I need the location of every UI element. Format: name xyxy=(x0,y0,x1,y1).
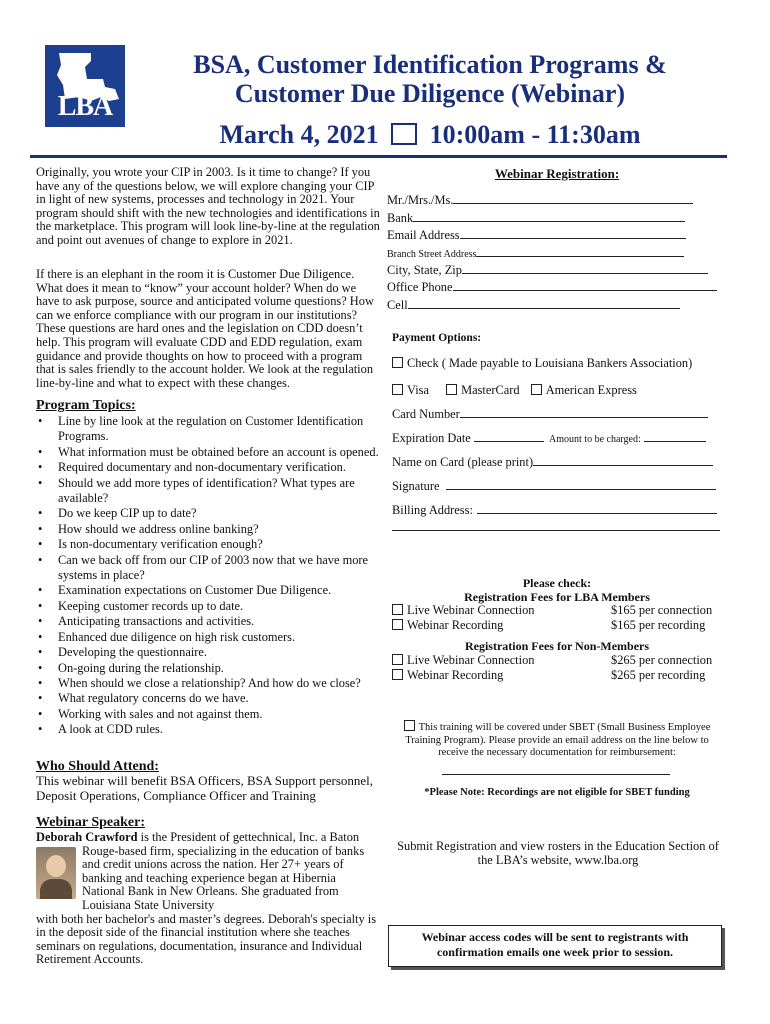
sbet-section xyxy=(390,720,724,760)
registration-field[interactable] xyxy=(387,209,717,227)
name-on-card-field[interactable] xyxy=(392,453,722,471)
billing-address-line-2[interactable] xyxy=(392,530,720,531)
nonmember-live-price: $265 per connection xyxy=(611,653,713,667)
speaker-bio-line-3: with both her bachelor's and master’s degrees. Deborah's specialty is in the deposit side of the financial institution where she teaches seminars on regulations, documentation, insurance and Individual Retirement Accounts. xyxy=(36,911,377,967)
page-title: BSA, Customer Identification Programs & Customer Due Diligence (Webinar) xyxy=(193,50,667,108)
amex-checkbox[interactable] xyxy=(531,384,542,395)
billing-address-field[interactable] xyxy=(392,501,722,519)
speaker-name: Deborah Crawford xyxy=(36,830,138,844)
logo-text: LBA xyxy=(57,91,113,122)
submit-registration-text: Submit Registration and view rosters in the Education Section of the LBA’s website, www.lba.org xyxy=(397,839,719,867)
mastercard-checkbox[interactable] xyxy=(446,384,457,395)
lba-logo xyxy=(45,45,125,127)
topic-item: • Do we keep CIP up to date? xyxy=(36,506,380,521)
amex-option[interactable] xyxy=(531,383,637,397)
registration-field[interactable] xyxy=(387,226,717,244)
registration-field[interactable] xyxy=(387,244,717,261)
registration-field[interactable] xyxy=(387,296,717,314)
topic-item: • How should we address online banking? xyxy=(36,522,380,537)
member-live-option[interactable] xyxy=(392,603,717,618)
visa-checkbox[interactable] xyxy=(392,384,403,395)
program-topics-heading: Program Topics: xyxy=(36,398,136,413)
speaker-bio xyxy=(36,831,380,967)
program-topics-list xyxy=(36,414,380,738)
billing-address-label: Billing Address: xyxy=(392,503,473,517)
card-number-field[interactable] xyxy=(392,405,712,423)
expiration-amount-row xyxy=(392,429,722,449)
speaker-bio-line-2: Rouge-based firm, specializing in the education of banks and credit unions across the nation. Her 27+ years of banking and teaching experience began at Hibernia National Bank in New Orleans. She graduated from Louisiana State University xyxy=(82,843,365,912)
topic-item: • Developing the questionnaire. xyxy=(36,645,380,660)
expiration-field[interactable] xyxy=(474,441,544,442)
topic-item: • On-going during the relationship. xyxy=(36,661,380,676)
sbet-email-field[interactable] xyxy=(442,774,670,775)
nonmember-recording-label: Webinar Recording xyxy=(407,668,504,682)
registration-field[interactable] xyxy=(387,278,717,296)
access-codes-text: Webinar access codes will be sent to registrants with confirmation emails one week prior to session. xyxy=(421,930,689,959)
sbet-checkbox[interactable] xyxy=(404,720,415,731)
registration-field-label: Branch Street Address xyxy=(387,248,477,260)
nonmember-recording-price: $265 per recording xyxy=(611,668,706,682)
members-fees xyxy=(392,603,717,633)
registration-field-label: Cell xyxy=(387,297,408,312)
webinar-registration-heading: Webinar Registration: xyxy=(494,166,620,181)
member-recording-price: $165 per recording xyxy=(611,618,706,632)
mastercard-label: MasterCard xyxy=(461,383,520,397)
calendar-icon xyxy=(391,123,417,145)
registration-field-label: Bank xyxy=(387,210,414,225)
topic-item: • What information must be obtained before an account is opened. xyxy=(36,445,380,460)
who-should-attend-heading: Who Should Attend: xyxy=(36,759,159,774)
topic-item: • Should we add more types of identification? What types are available? xyxy=(36,476,380,507)
member-recording-option[interactable] xyxy=(392,618,717,633)
check-checkbox[interactable] xyxy=(392,357,403,368)
signature-field[interactable] xyxy=(392,477,722,495)
sbet-note: *Please Note: Recordings are not eligible for SBET funding xyxy=(424,787,690,798)
member-recording-label: Webinar Recording xyxy=(407,618,504,632)
speaker-photo xyxy=(36,847,76,899)
speaker-bio-line-1: is the President of gettechnical, Inc. a Baton xyxy=(137,830,360,844)
topic-item: • Can we back off from our CIP of 2003 now that we have more systems in place? xyxy=(36,553,380,584)
nonmember-live-option[interactable] xyxy=(392,653,717,668)
nonmember-live-label: Live Webinar Connection xyxy=(407,653,535,667)
nonmembers-fees xyxy=(392,653,717,683)
registration-field[interactable] xyxy=(387,191,717,209)
topic-item: • Is non-documentary verification enough? xyxy=(36,537,380,552)
topic-item: • Anticipating transactions and activities. xyxy=(36,614,380,629)
nonmember-recording-checkbox[interactable] xyxy=(392,669,403,680)
member-live-label: Live Webinar Connection xyxy=(407,603,535,617)
topic-item: • Working with sales and not against them. xyxy=(36,707,380,722)
topic-item: • Line by line look at the regulation on Customer Identification Programs. xyxy=(36,414,380,445)
expiration-label: Expiration Date xyxy=(392,431,471,445)
member-recording-checkbox[interactable] xyxy=(392,619,403,630)
amex-label: American Express xyxy=(545,383,637,397)
registration-form xyxy=(387,191,717,313)
access-codes-box xyxy=(388,925,722,967)
nonmember-live-checkbox[interactable] xyxy=(392,654,403,665)
card-type-options xyxy=(392,381,637,399)
member-live-price: $165 per connection xyxy=(611,603,713,617)
card-number-label: Card Number xyxy=(392,407,460,421)
intro-paragraph-2: If there is an elephant in the room it is Customer Due Diligence. What does it mean to “know” your account holder? When do we have to ask purpose, source and anticipated volume questions? How can we enforce compliance with our program in our institutions? These questions are hard ones and the legislation on CDD doesn’t help. This program will evaluate CDD and EDD regulation, exam guidance and provide thoughts on how to proceed with a program that is sales friendly to the account holder. We look at the regulation line-by-line and what to expect with these changes. xyxy=(36,267,374,390)
visa-label: Visa xyxy=(407,383,429,397)
topic-item: • A look at CDD rules. xyxy=(36,722,380,737)
topic-item: • Examination expectations on Customer Due Diligence. xyxy=(36,583,380,598)
nonmember-recording-option[interactable] xyxy=(392,668,717,683)
intro-paragraph-1: Originally, you wrote your CIP in 2003. Is it time to change? If you have any of the questions below, we will explore changing your CIP in light of new systems, processes and technology in 2021. Your program should shift with the new technologies and identifications in the marketplace. This program will look line-by-line at the regulation and point out avenues of change to explore in 2021. xyxy=(36,165,380,247)
header-divider xyxy=(30,155,727,158)
event-time: 10:00am - 11:30am xyxy=(429,120,641,149)
registration-field-label: City, State, Zip xyxy=(387,262,462,277)
mastercard-option[interactable] xyxy=(446,383,520,397)
visa-option[interactable] xyxy=(392,383,429,397)
registration-field-label: Email Address xyxy=(387,228,460,242)
topic-item: • What regulatory concerns do we have. xyxy=(36,691,380,706)
topic-item: • When should we close a relationship? And how do we close? xyxy=(36,676,380,691)
members-fees-heading: Registration Fees for LBA Members xyxy=(464,589,650,604)
registration-field[interactable] xyxy=(387,261,717,279)
registration-field-label: Office Phone xyxy=(387,280,453,294)
event-date-time xyxy=(150,120,710,150)
topic-item: • Keeping customer records up to date. xyxy=(36,599,380,614)
signature-label: Signature xyxy=(392,479,440,493)
nonmembers-fees-heading: Registration Fees for Non-Members xyxy=(464,639,650,653)
check-label: Check ( Made payable to Louisiana Bankers Association) xyxy=(407,356,693,370)
topic-item: • Required documentary and non-documentary verification. xyxy=(36,460,380,475)
who-should-attend-text: This webinar will benefit BSA Officers, BSA Support personnel, Deposit Operations, Compliance Officer and Training xyxy=(36,773,374,803)
topic-item: • Enhanced due diligence on high risk customers. xyxy=(36,630,380,645)
amount-label: Amount to be charged: xyxy=(549,434,641,445)
event-date: March 4, 2021 xyxy=(219,120,379,149)
sbet-text: This training will be covered under SBET (Small Business Employee Training Program). Please provide an email address on the line below to receive the necessary documentation for reimbursement: xyxy=(405,722,711,759)
payment-options-heading: Payment Options: xyxy=(392,332,482,344)
please-check-label: Please check: xyxy=(522,576,592,590)
please-check-heading xyxy=(387,577,727,604)
amount-field[interactable] xyxy=(644,441,706,442)
registration-field-label: Mr./Mrs./Ms. xyxy=(387,193,454,207)
webinar-speaker-heading: Webinar Speaker: xyxy=(36,815,146,830)
name-on-card-label: Name on Card (please print) xyxy=(392,455,534,469)
member-live-checkbox[interactable] xyxy=(392,604,403,615)
check-option[interactable] xyxy=(392,354,692,372)
